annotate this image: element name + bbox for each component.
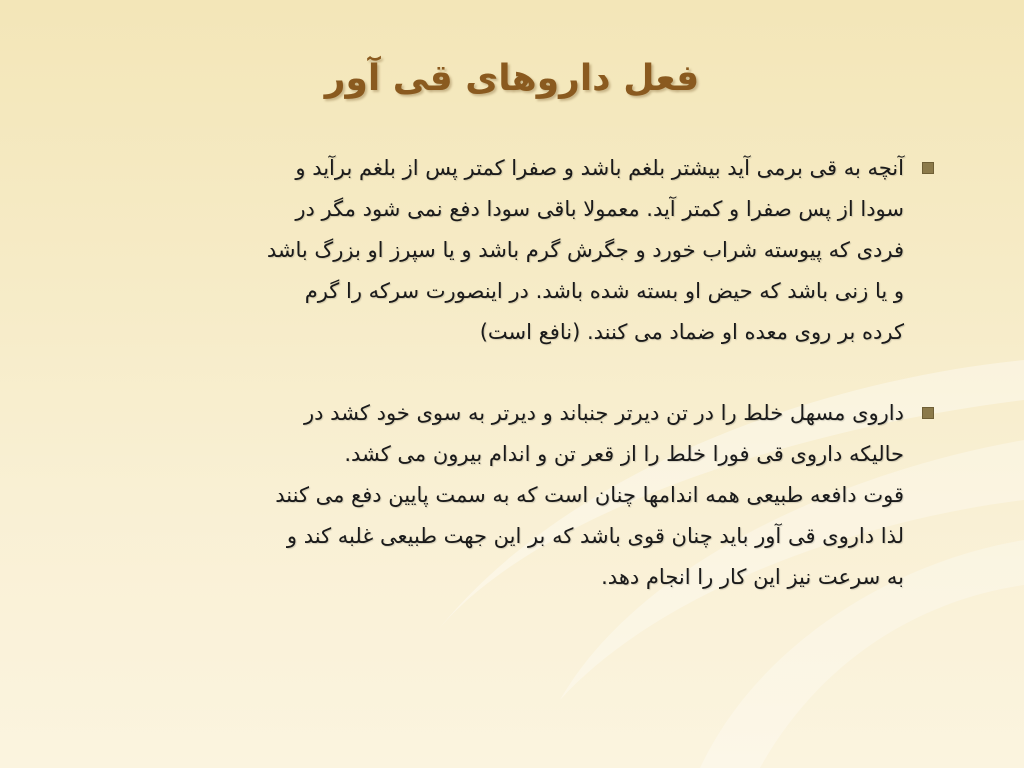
- bullet-2-line-4: لذا داروی قی آور باید چنان قوی باشد که بر این جهت طبیعی غلبه کند و: [286, 524, 904, 548]
- bullet-1-line-1: آنچه به قی برمی آید بیشتر بلغم باشد و صفرا کمتر پس از بلغم برآید و: [295, 156, 904, 180]
- square-bullet-icon: [922, 162, 934, 174]
- bullet-2-line-5: به سرعت نیز این کار را انجام دهد.: [601, 565, 904, 589]
- bullet-1-line-5: کرده بر روی معده او ضماد می کنند. (نافع است): [479, 320, 904, 344]
- bullet-2-line-2: حالیکه داروی قی فورا خلط را از قعر تن و اندام بیرون می کشد.: [344, 442, 904, 466]
- slide-title: فعل داروهای قی آور: [324, 58, 700, 99]
- bullet-1-line-2: سودا از پس صفرا و کمتر آید. معمولا باقی سودا دفع نمی شود مگر در: [295, 197, 904, 221]
- bullet-item-1: [226, 148, 936, 353]
- bullet-2-line-3: قوت دافعه طبیعی همه اندامها چنان است که به سمت پایین دفع می کنند: [275, 483, 904, 507]
- square-bullet-icon: [922, 407, 934, 419]
- bullet-item-2: [226, 393, 936, 598]
- bullet-1-line-3: فردی که پیوسته شراب خورد و جگرش گرم باشد و یا سپرز او بزرگ باشد: [266, 238, 904, 262]
- bullet-1-line-4: و یا زنی باشد که حیض او بسته شده باشد. در اینصورت سرکه را گرم: [304, 279, 904, 303]
- slide-content: [226, 148, 936, 598]
- bullet-2-line-1: داروی مسهل خلط را در تن دیرتر جنباند و دیرتر به سوی خود کشد در: [304, 401, 904, 425]
